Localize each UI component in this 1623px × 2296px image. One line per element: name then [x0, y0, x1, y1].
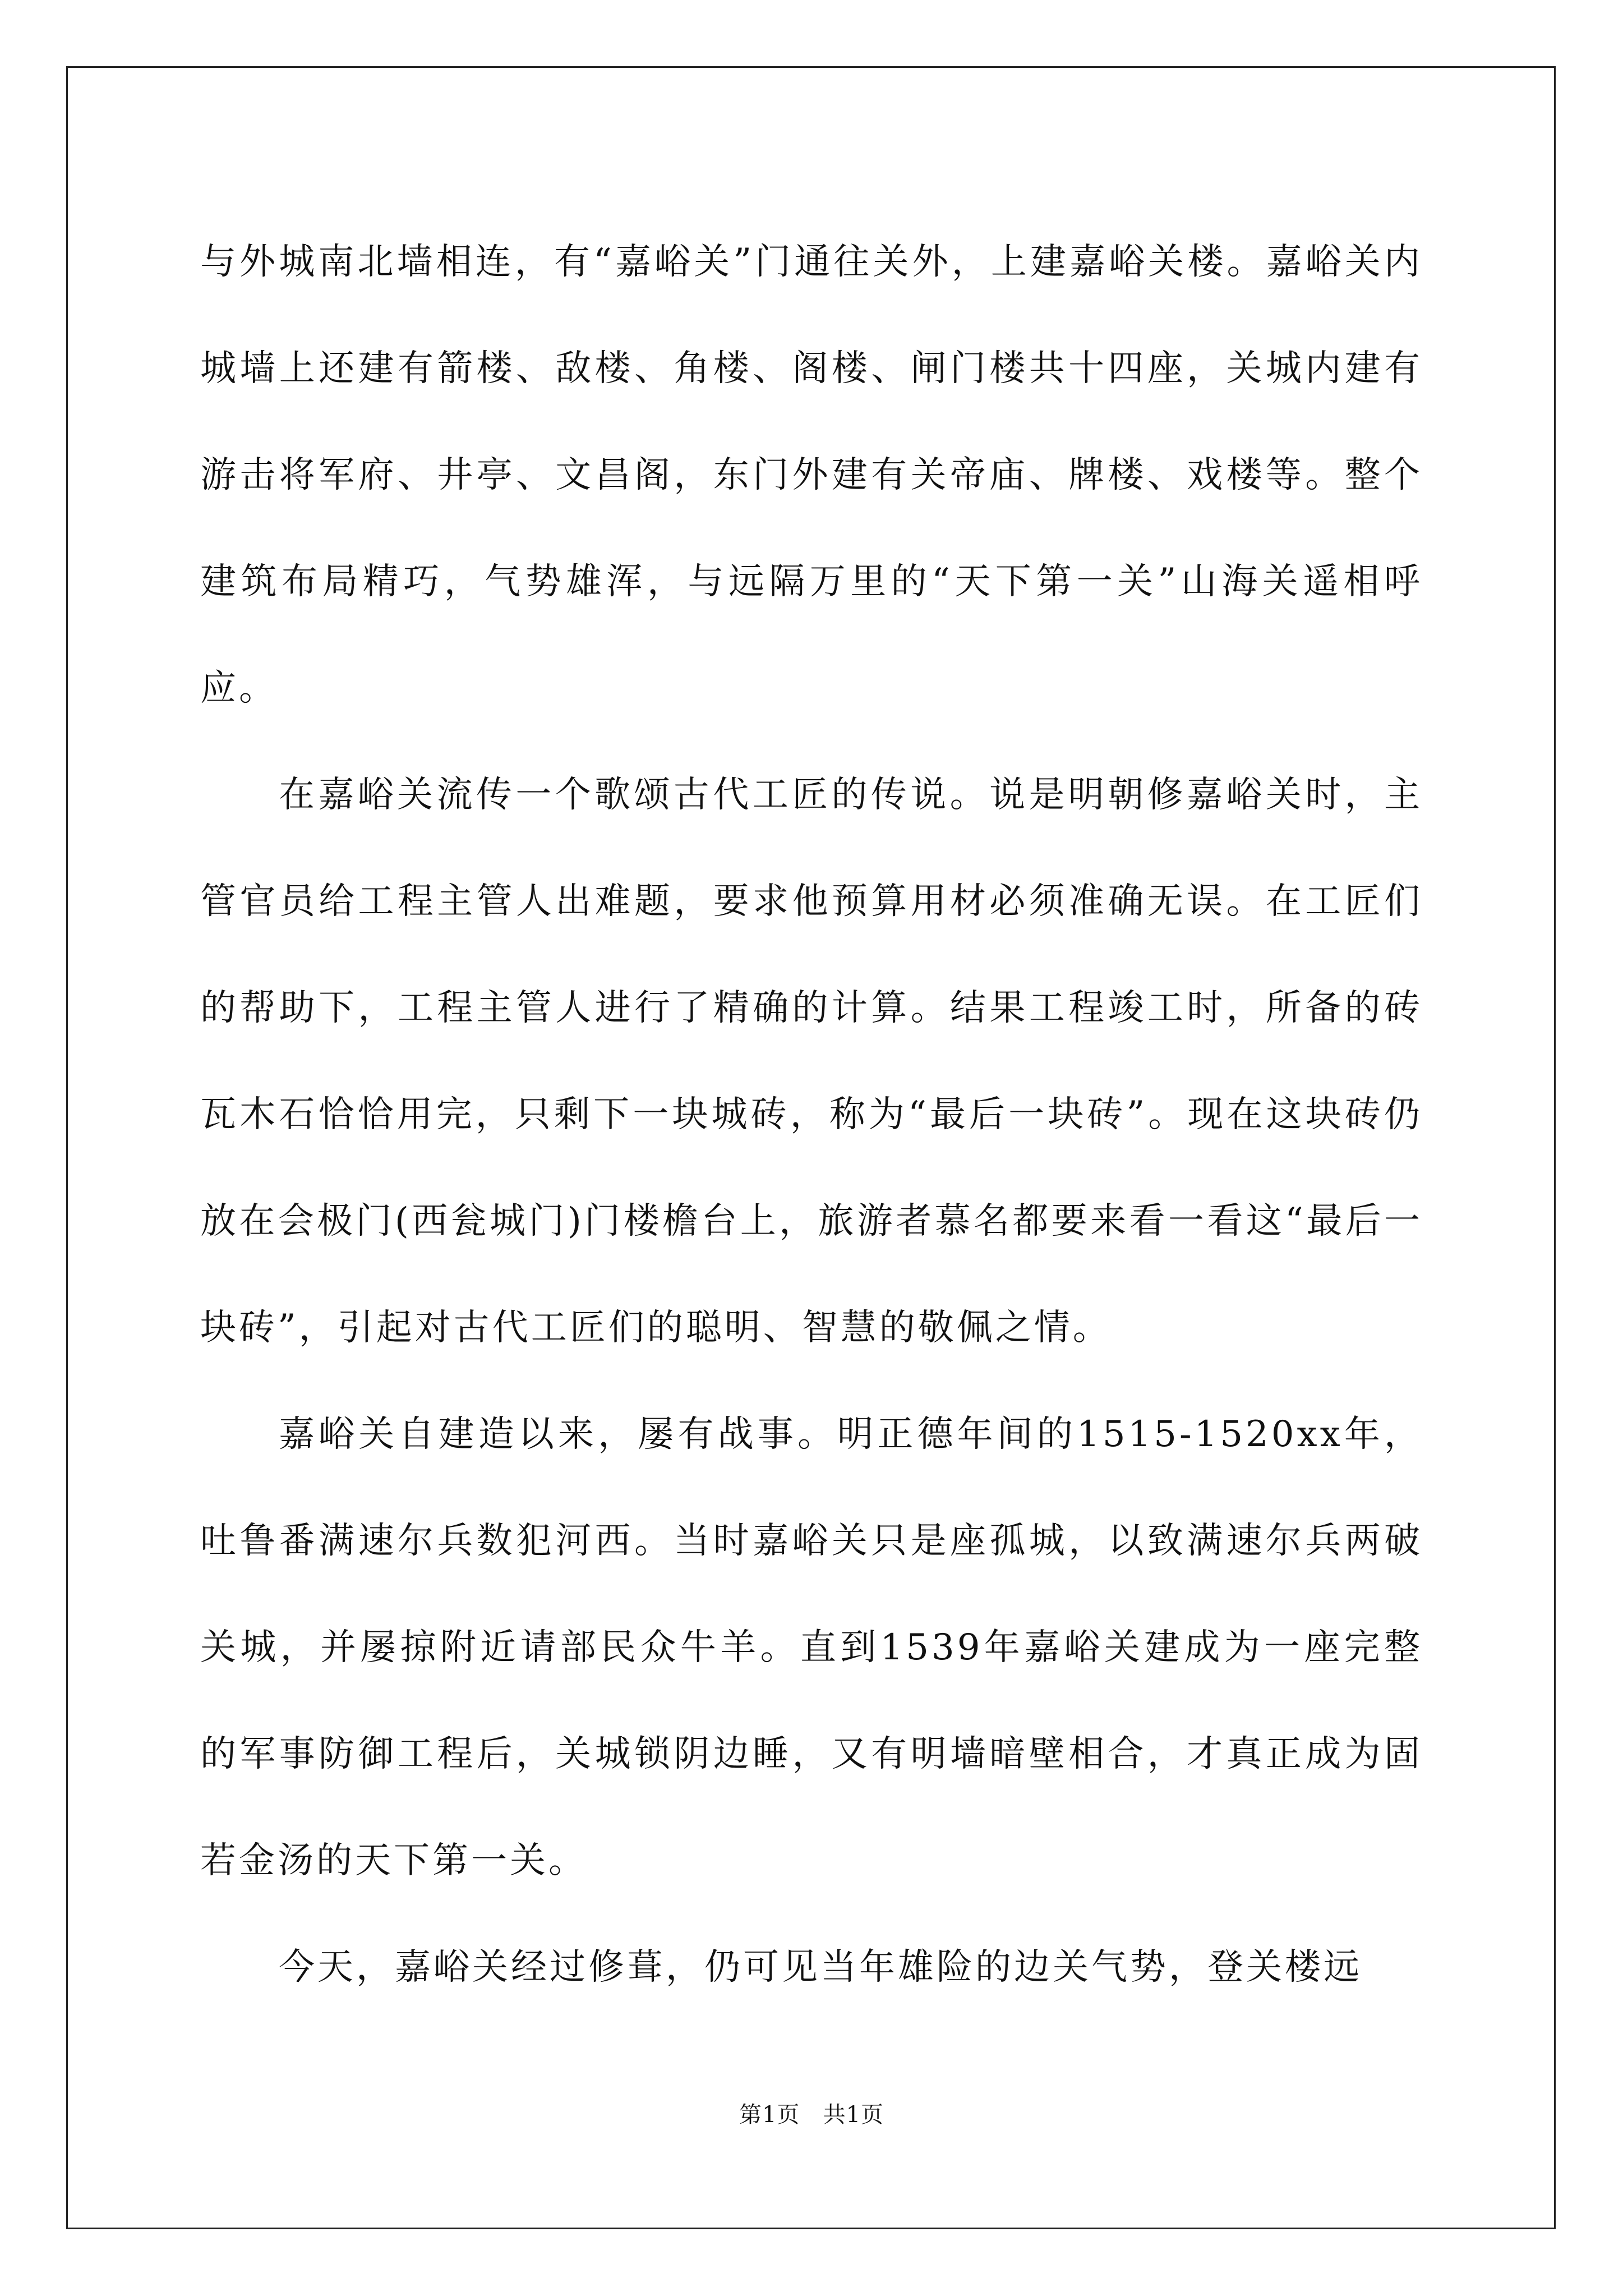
- paragraph-1: 与外城南北墙相连，有“嘉峪关”门通往关外，上建嘉峪关楼。嘉峪关内城墙上还建有箭楼、敌楼、角楼、阁楼、闸门楼共十四座，关城内建有游击将军府、井亭、文昌阁，东门外建有关帝庙、牌楼、戏楼等。整个建筑布局精巧，气势雄浑，与远隔万里的“天下第一关”山海关遥相呼应。: [200, 241, 1423, 709]
- page-footer: [0, 2101, 1623, 2129]
- paragraph-2: 在嘉峪关流传一个歌颂古代工匠的传说。说是明朝修嘉峪关时，主管官员给工程主管人出难题，要求他预算用材必须准确无误。在工匠们的帮助下，工程主管人进行了精确的计算。结果工程竣工时，所备的砖瓦木石恰恰用完，只剩下一块城砖，称为“最后一块砖”。现在这块砖仍放在会极门(西瓮城门)门楼檐台上，旅游者慕名都要来看一看这“最后一块砖”，引起对古代工匠们的聪明、智慧的敬佩之情。: [200, 774, 1423, 1349]
- paragraph-3: 嘉峪关自建造以来，屡有战事。明正德年间的1515-1520xx年，吐鲁番满速尔兵数犯河西。当时嘉峪关只是座孤城，以致满速尔兵两破关城，并屡掠附近请部民众牛羊。直到1539年嘉峪关建成为一座完整的军事防御工程后，关城锁阴边睡，又有明墙暗壁相合，才真正成为固若金汤的天下第一关。: [200, 1414, 1423, 1881]
- paragraph-4: 今天，嘉峪关经过修葺，仍可见当年雄险的边关气势，登关楼远: [279, 1947, 1362, 1988]
- footer-gap: [800, 2102, 823, 2128]
- page-total: 共1页: [823, 2102, 884, 2128]
- page-number: 第1页: [739, 2102, 800, 2128]
- document-body: [200, 209, 1423, 2021]
